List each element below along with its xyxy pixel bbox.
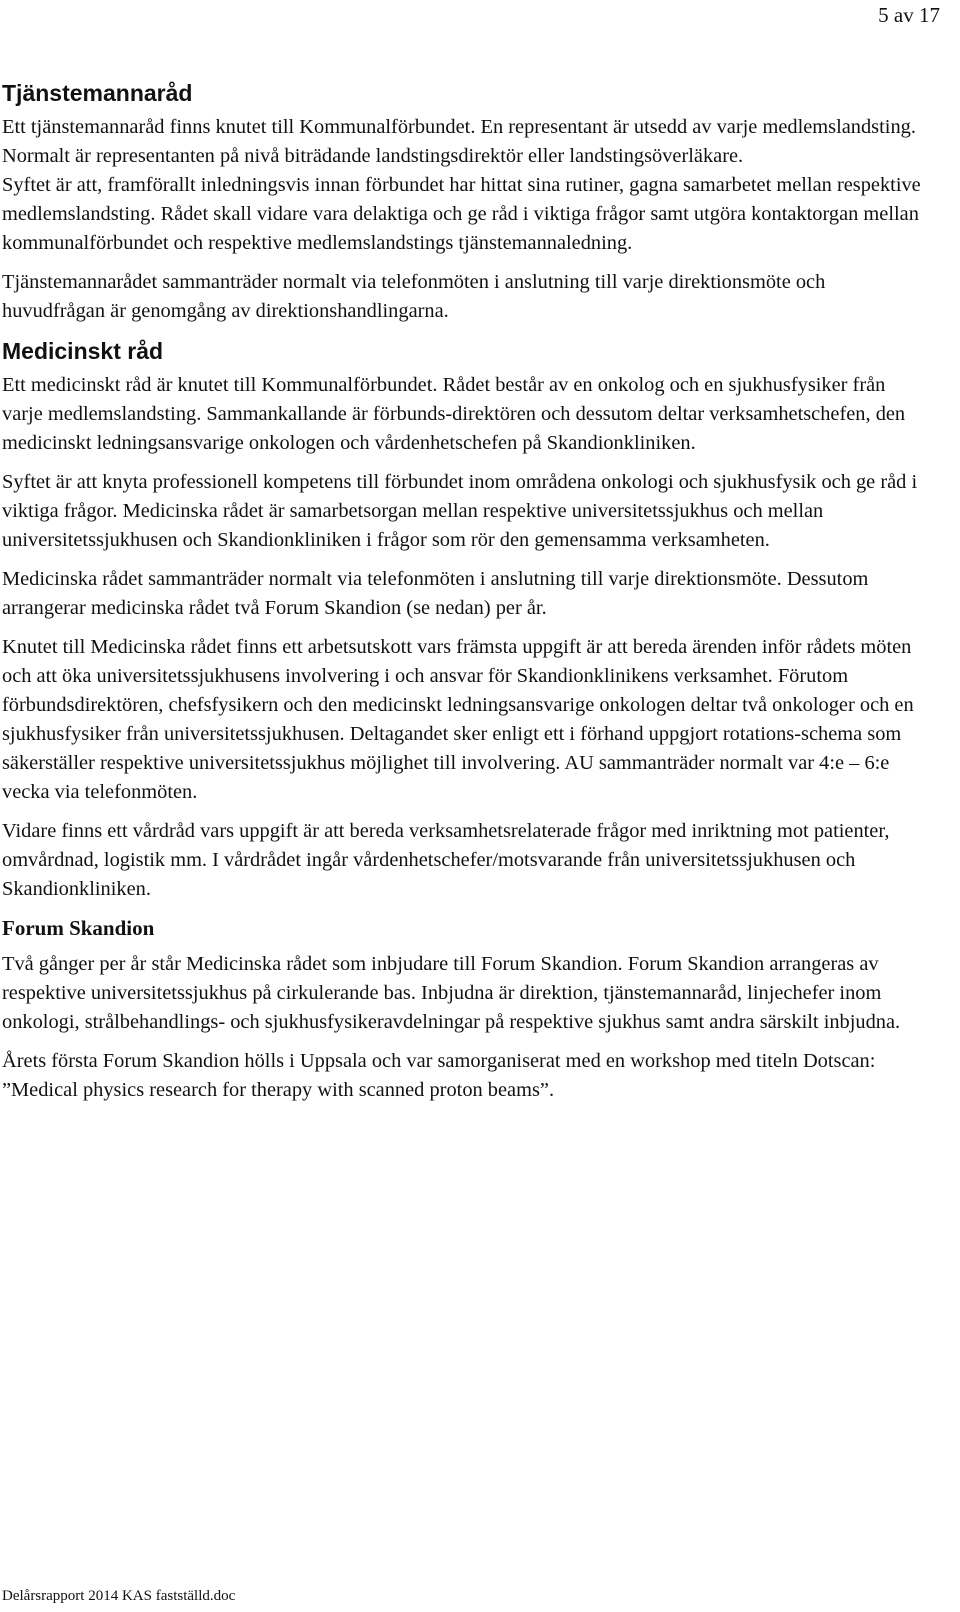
- paragraph: Knutet till Medicinska rådet finns ett arbetsutskott vars främsta uppgift är att bereda ärenden inför rådets möten och att öka universitetssjukhusens involvering i och ansvar för Skandionklinikens verksamhet. Förutom förbundsdirektören, chefsfysikern och den medicinskt ledningsansvarige onkologen deltar två onkologer och en sjukhusfysiker från universitetssjukhusen. Deltagandet sker enligt ett i förhand uppgjort rotations-schema som säkerställer respektive universitetssjukhus möjlighet till involvering. AU sammanträder normalt var 4:e – 6:e vecka via telefonmöten.: [2, 636, 914, 803]
- paragraph: Syftet är att knyta professionell kompetens till förbundet inom områdena onkologi och sjukhusfysik och ge råd i viktiga frågor. Medicinska rådet är samarbetsorgan mellan respektive universitetssjukhus och mellan universitetssjukhusen och Skandionkliniken i frågor som rör den gemensamma verksamheten.: [2, 471, 918, 551]
- paragraph: Årets första Forum Skandion hölls i Uppsala och var samorganiserat med en workshop med titeln Dotscan: ”Medical physics research for therapy with scanned proton beams”.: [2, 1050, 876, 1101]
- section-title-tjanstemannarad: Tjänstemannaråd: [2, 80, 193, 106]
- section-tjanstemannarad: [2, 78, 922, 326]
- document-body: [2, 78, 922, 1115]
- page-number: 5 av 17: [878, 3, 940, 27]
- section-forum-skandion: [2, 914, 922, 1105]
- paragraph: Ett medicinskt råd är knutet till Kommunalförbundet. Rådet består av en onkolog och en sjukhusfysiker från varje medlemslandsting. Sammankallande är förbunds-direktören och dessutom deltar verksamhetschefen, den medicinskt ledningsansvarige onkologen och vårdenhetschefen på Skandionkliniken.: [2, 374, 906, 454]
- paragraph: Vidare finns ett vårdråd vars uppgift är att bereda verksamhetsrelaterade frågor med inriktning mot patienter, omvårdnad, logistik mm. I vårdrådet ingår vårdenhetschefer/motsvarande från universitetssjukhusen och Skandionkliniken.: [2, 820, 890, 900]
- section-title-medicinskt-rad: Medicinskt råd: [2, 338, 164, 364]
- paragraph: Två gånger per år står Medicinska rådet som inbjudare till Forum Skandion. Forum Skandion arrangeras av respektive universitetssjukhus på cirkulerande bas. Inbjudna är direktion, tjänstemannaråd, linjechefer inom onkologi, strålbehandlings- och sjukhusfysikeravdelningar på respektive sjukhus samt andra särskilt inbjudna.: [2, 953, 901, 1033]
- paragraph: Tjänstemannarådet sammanträder normalt via telefonmöten i anslutning till varje direktionsmöte och huvudfrågan är genomgång av direktionshandlingarna.: [2, 271, 826, 322]
- section-title-forum-skandion: Forum Skandion: [2, 916, 155, 940]
- section-medicinskt-rad: [2, 336, 922, 904]
- footer-filename: Delårsrapport 2014 KAS fastställd.doc: [2, 1588, 236, 1604]
- paragraph: Syftet är att, framförallt inledningsvis innan förbundet har hittat sina rutiner, gagna samarbetet mellan respektive medlemslandsting. Rådet skall vidare vara delaktiga och ge råd i viktiga frågor samt utgöra kontaktorgan mellan kommunalförbundet och respektive medlemslandstings tjänstemannaledning.: [2, 174, 921, 254]
- paragraph: Medicinska rådet sammanträder normalt via telefonmöten i anslutning till varje direktionsmöte. Dessutom arrangerar medicinska rådet två Forum Skandion (se nedan) per år.: [2, 568, 869, 619]
- paragraph: Ett tjänstemannaråd finns knutet till Kommunalförbundet. En representant är utsedd av varje medlemslandsting. Normalt är representanten på nivå biträdande landstingsdirektör eller landstingsöverläkare.: [2, 116, 916, 167]
